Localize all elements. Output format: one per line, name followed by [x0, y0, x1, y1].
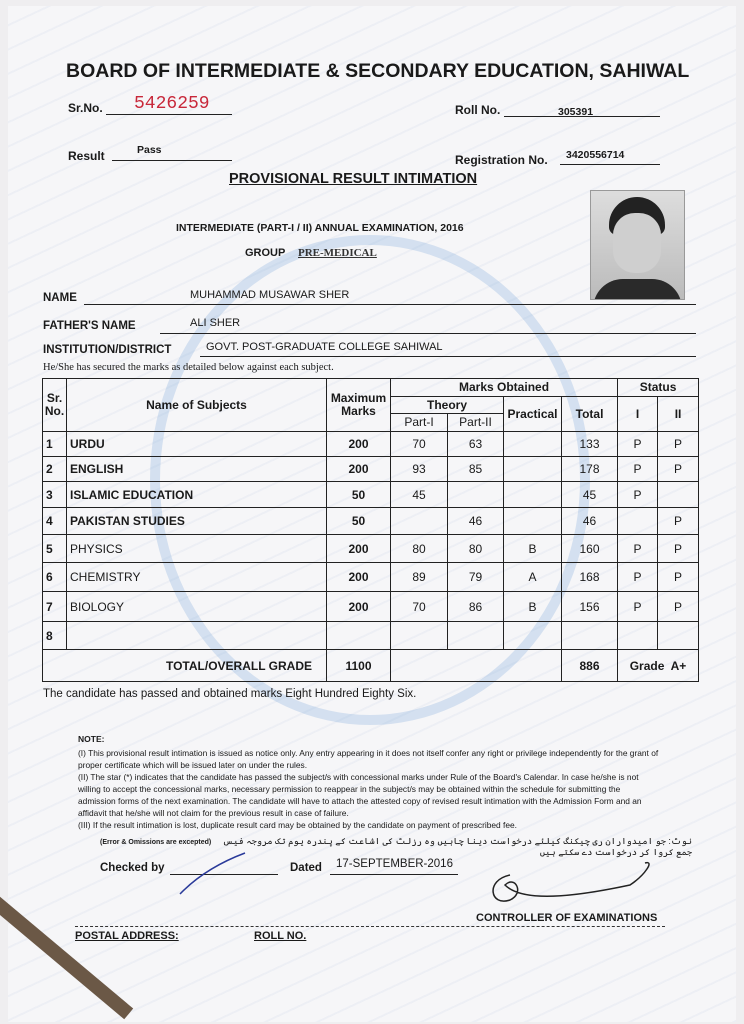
cell-status1 [618, 622, 658, 650]
cell-status1: P [618, 482, 658, 508]
cell-part2: 63 [448, 432, 504, 457]
father-name: ALI SHER [190, 317, 241, 329]
father-name-label: FATHER'S NAME [43, 320, 136, 332]
cell-total: 160 [562, 535, 618, 563]
cell-part2 [448, 482, 504, 508]
cell-part2: 46 [448, 508, 504, 535]
roll-number: 305391 [558, 106, 594, 118]
cell-max: 50 [327, 508, 391, 535]
note-3: (III) If the result intimation is lost, duplicate result card may be obtained by the candidate on payment of prescribed fee. [78, 820, 517, 830]
cell-sr: 4 [43, 508, 67, 535]
group-label: GROUP [245, 247, 286, 259]
cell-total [562, 622, 618, 650]
cell-subject: URDU [67, 432, 327, 457]
result-label: Result [68, 149, 105, 163]
controller-label: CONTROLLER OF EXAMINATIONS [476, 912, 658, 924]
note-1: (I) This provisional result intimation is issued as notice only. Any entry appearing in it does not itself confer any right or privilege independently for the grant of proper certificate which will be issued later on under the rules. [78, 748, 659, 770]
cell-part1 [391, 508, 448, 535]
table-row [43, 535, 699, 563]
header-part1: Part-I [391, 414, 448, 432]
cell-subject: CHEMISTRY [67, 563, 327, 592]
header-subject: Name of Subjects [67, 379, 327, 432]
cell-practical: A [504, 563, 562, 592]
notes-section [78, 733, 660, 831]
cell-max: 50 [327, 482, 391, 508]
cell-practical [504, 457, 562, 482]
exam-title: INTERMEDIATE (PART-I / II) ANNUAL EXAMINATION, 2016 [176, 222, 464, 234]
note-title: NOTE: [78, 734, 105, 744]
header-part2: Part-II [448, 414, 504, 432]
footer-roll-label: ROLL NO. [254, 930, 307, 942]
student-photo [590, 190, 685, 300]
table-row [43, 457, 699, 482]
registration-number: 3420556714 [566, 149, 625, 161]
cell-part1 [391, 622, 448, 650]
cell-status2: P [658, 592, 699, 622]
cell-status1: P [618, 432, 658, 457]
cell-status2 [658, 482, 699, 508]
cell-sr: 1 [43, 432, 67, 457]
cell-max [327, 622, 391, 650]
cell-total: 168 [562, 563, 618, 592]
cell-status2: P [658, 508, 699, 535]
cell-part2: 79 [448, 563, 504, 592]
cell-max: 200 [327, 592, 391, 622]
cell-max: 200 [327, 432, 391, 457]
checked-signature [175, 850, 255, 897]
header-max: Maximum Marks [327, 379, 391, 432]
institution-label: INSTITUTION/DISTRICT [43, 344, 172, 356]
cell-status2: P [658, 535, 699, 563]
student-name: MUHAMMAD MUSAWAR SHER [190, 289, 350, 301]
cell-status1 [618, 508, 658, 535]
errors-text: (Error & Omissions are excepted) [100, 839, 212, 846]
cell-part2: 86 [448, 592, 504, 622]
cell-total: 156 [562, 592, 618, 622]
cell-max: 200 [327, 457, 391, 482]
cell-status1: P [618, 592, 658, 622]
cell-practical [504, 432, 562, 457]
header-status-2: II [658, 397, 699, 432]
total-label: TOTAL/OVERALL GRADE [43, 650, 327, 682]
summary-text: The candidate has passed and obtained marks Eight Hundred Eighty Six. [43, 688, 417, 700]
cell-subject: BIOLOGY [67, 592, 327, 622]
cell-part2 [448, 622, 504, 650]
cell-part2: 85 [448, 457, 504, 482]
cell-status2: P [658, 457, 699, 482]
header-practical: Practical [504, 397, 562, 432]
cell-practical [504, 508, 562, 535]
institution-name: GOVT. POST-GRADUATE COLLEGE SAHIWAL [206, 341, 443, 353]
header-theory: Theory [391, 397, 504, 414]
cell-max: 200 [327, 563, 391, 592]
cell-subject: ISLAMIC EDUCATION [67, 482, 327, 508]
cell-sr: 5 [43, 535, 67, 563]
serial-number: 5426259 [134, 94, 210, 114]
cell-status2: P [658, 563, 699, 592]
registration-label: Registration No. [455, 153, 548, 167]
cell-subject: ENGLISH [67, 457, 327, 482]
cell-sr: 8 [43, 622, 67, 650]
grade-label: Grade [629, 658, 665, 673]
table-row [43, 432, 699, 457]
checked-by-label: Checked by [100, 862, 165, 874]
table-row [43, 508, 699, 535]
cell-part1: 45 [391, 482, 448, 508]
header-total: Total [562, 397, 618, 432]
table-row [43, 563, 699, 592]
cell-status1: P [618, 535, 658, 563]
cell-total: 178 [562, 457, 618, 482]
header-sr: Sr. No. [43, 379, 67, 432]
urdu-note: نوٹ: جو امیدواران ری چیکنگ کیلئے درخواست دینا چاہیں وہ رزلٹ کی اشاعت کے پندرہ یوم تک مروجہ فیس جمع کروا کر درخواست دے سکتے ہیں [222, 836, 692, 857]
marks-table [42, 378, 699, 682]
header-status-1: I [618, 397, 658, 432]
dated-value: 17-SEPTEMBER-2016 [336, 858, 453, 870]
cell-part1: 93 [391, 457, 448, 482]
cell-part2: 80 [448, 535, 504, 563]
cell-part1: 89 [391, 563, 448, 592]
divider [75, 926, 665, 927]
grade-value: A+ [670, 658, 687, 673]
total-obtained: 886 [562, 650, 618, 682]
cell-total: 45 [562, 482, 618, 508]
group-value: PRE-MEDICAL [298, 247, 377, 259]
cell-practical [504, 482, 562, 508]
header-status: Status [618, 379, 699, 397]
table-row [43, 482, 699, 508]
board-title: BOARD OF INTERMEDIATE & SECONDARY EDUCATION, SAHIWAL [66, 60, 690, 82]
cell-subject: PAKISTAN STUDIES [67, 508, 327, 535]
sr-label: Sr.No. [68, 101, 103, 115]
postal-address-label: POSTAL ADDRESS: [75, 930, 179, 942]
cell-part1: 80 [391, 535, 448, 563]
name-label: NAME [43, 292, 77, 304]
roll-label: Roll No. [455, 103, 501, 117]
cell-total: 46 [562, 508, 618, 535]
cell-status2 [658, 622, 699, 650]
cell-practical [504, 622, 562, 650]
cell-subject: PHYSICS [67, 535, 327, 563]
cell-part1: 70 [391, 432, 448, 457]
cell-sr: 3 [43, 482, 67, 508]
cell-max: 200 [327, 535, 391, 563]
document-title: PROVISIONAL RESULT INTIMATION [229, 171, 478, 187]
table-row [43, 622, 699, 650]
cell-subject [67, 622, 327, 650]
cell-status1: P [618, 563, 658, 592]
cell-sr: 2 [43, 457, 67, 482]
total-max: 1100 [327, 650, 391, 682]
marks-intro: He/She has secured the marks as detailed below against each subject. [43, 362, 334, 373]
cell-status1: P [618, 457, 658, 482]
header-obtained: Marks Obtained [391, 379, 618, 397]
cell-total: 133 [562, 432, 618, 457]
cell-sr: 7 [43, 592, 67, 622]
cell-practical: B [504, 592, 562, 622]
table-row [43, 592, 699, 622]
cell-practical: B [504, 535, 562, 563]
result-value: Pass [137, 144, 162, 156]
controller-signature [480, 855, 660, 910]
cell-part1: 70 [391, 592, 448, 622]
cell-sr: 6 [43, 563, 67, 592]
cell-status2: P [658, 432, 699, 457]
note-2: (II) The star (*) indicates that the candidate has passed the subject/s with concessional marks under Rule of the Board's Calendar. In case he/she is not willing to accept the concessional marks, necessary permission to reappear in the subject/s may be obtained within the schedule for submitting the admission forms of the next examination. The candidate will have to attach the attested copy of revised result intimation with the Admission Form and an affidavit that he/she will not claim for the previous result in case of failure. [78, 772, 642, 818]
dated-label: Dated [290, 862, 322, 874]
